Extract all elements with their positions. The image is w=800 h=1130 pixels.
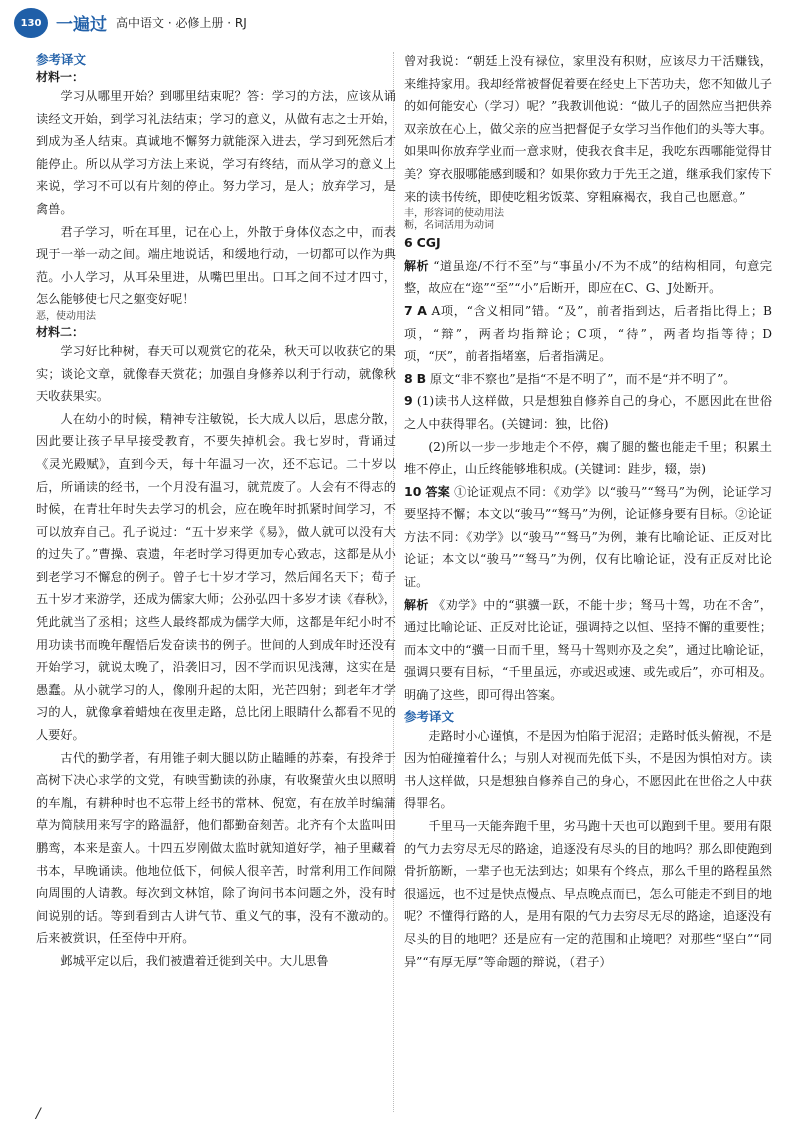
paragraph: 千里马一天能奔跑千里，劣马跑十天也可以跑到千里。要用有限的气力去穷尽无尽的路途，追逐没有尽头的目的地吗？那么即使跑到骨折筋断，一辈子也无法到达；如果有个终点，那么千里的路程虽然很遥远，也不过是快点慢点、早点晚点而已，怎么可能走不到目的地呢？不懂得行路的人，是用有限的气力去穷尽无尽的路途，追逐没有尽头的目的地吧？还是应有一定的范围和止境吧？对那些“坚白”“同异”“有厚无厚”等命题的辩说，（君子） (404, 819, 772, 969)
page-number-badge: 130 (14, 8, 48, 38)
book-subtitle: 高中语文 · 必修上册 · RJ (116, 16, 247, 30)
question-number: 6 (404, 235, 413, 251)
question-9 (404, 390, 772, 435)
section-title: 参考译文 (36, 52, 87, 67)
question-number: 8 (404, 370, 413, 386)
material-1-title: 材料一： (36, 70, 85, 84)
paragraph: 古代的勤学者，有用锥子刺大腿以防止瞌睡的苏秦，有投斧于高树下决心求学的文党，有映雪勤读的孙康，有收聚萤火虫以照明的车胤，有耕种时也不忘带上经书的常林、倪宽，有在放羊时编蒲草为简牍用来写字的路温舒，他们都勤奋刻苦。北齐有个太监叫田鹏鸾，本来是蛮人。十四五岁刚做太监时就知道好学，袖子里藏着书本，早晚诵读。他地位低下，伺候人很辛苦，时常利用工作间隙向周围的人请教。每次到文林馆，除了询问书本问题之外，没有时间说别的话。等到看到古人讲气节、重义气的事，没有不激动的。后来被赏识，任至侍中开府。 (36, 750, 396, 946)
annotation-note: 恶，使动用法 (36, 310, 96, 322)
question-6 (404, 232, 772, 255)
paragraph: 走路时小心谨慎，不是因为怕陷于泥沼；走路时低头俯视，不是因为怕碰撞着什么；与别人对视而先低下头，不是因为惧怕对方。读书人这样做，只是想独自修养自己的身心，不愿因此在世俗之人中获得罪名。 (404, 728, 772, 811)
footer-mark: / (36, 1106, 41, 1122)
annotation-note: 丰，形容词的使动用法 (404, 208, 504, 220)
question-number: 9 (404, 393, 413, 409)
explanation-label: 解析 (404, 258, 429, 273)
answer-text: ①论证观点不同：《劝学》以“骏马”“驽马”为例，论证学习要坚持不懈；本文以“骏马”“驽马”为例，论证修身要有目标。②论证方法不同：《劝学》以“骏马”“驽马”为例，兼有比喻论证、正反对比论证；本文以“骏马”“驽马”为例，仅有比喻论证，没有正反对比论证。 (404, 484, 772, 590)
answer-key: CGJ (416, 235, 441, 251)
question-10 (404, 481, 772, 594)
annotation-note: 粝，名词活用为动词 (404, 220, 494, 232)
answer-key: A (417, 302, 427, 318)
page-header (0, 0, 800, 46)
paragraph: 邺城平定以后，我们被遣着迁徙到关中。大儿思鲁 (60, 953, 329, 968)
right-column (404, 50, 772, 973)
explanation-label: 解析 (404, 597, 429, 612)
explanation-text: 原文“非不察也”是指“不是不明了”，而不是“并不明了”。 (429, 371, 736, 386)
explanation-text: “道虽迩/不行不至”与“事虽小/不为不成”的结构相同，句意完整，故应在“迩”“至”“小”后断开，即应在C、G、J处断开。 (404, 258, 772, 296)
paragraph: 人在幼小的时候，精神专注敏锐，长大成人以后，思虑分散，因此要让孩子早早接受教育，不要失掉机会。我七岁时，背诵过《灵光殿赋》，直到今天，每十年温习一次，还不忘记。二十岁以后，所诵读的经书，一个月没有温习，就荒废了。人会有不得志的时候，在青壮年时失去学习的机会，应在晚年时抓紧时间学习，不可以放弃自己。孔子说过：“五十岁来学《易》，做人就可以没有大的过失了。”曹操、袁遗，年老时学习得更加专心致志，这都是从小到老学习不懈怠的例子。曾子七十岁才学习，然后闻名天下；荀子五十岁才来游学，还成为儒家大师；公孙弘四十多岁才读《春秋》，凭此就当了丞相；这些人最终都成为儒学大师，这都是年纪小时不用功读书而晚年醒悟后发奋读书的例子。世间的人到成年时还没有开始学习，就说太晚了，沿袭旧习，因不学而识见浅薄，这实在是愚蠢。从小就学习的人，像刚升起的太阳，光芒四射；到老年才学习的人，就像拿着蜡烛在夜里走路，总比闭上眼睛什么都看不见的人要好。 (36, 411, 396, 743)
paragraph: 君子学习，听在耳里，记在心上，外散于身体仪态之中，而表现于一举一动之间。端庄地说话，和缓地行动，一切都可以作为典范。小人学习，从耳朵里进，从嘴巴里出。口耳之间不过才四寸，怎么能够使七尺之躯变好呢！ (36, 224, 396, 307)
answer-part-1: (1)读书人这样做，只是想独自修养自己的身心，不愿因此在世俗之人中获得罪名。(关键词：独，比俗) (404, 394, 773, 431)
paragraph: 学习好比种树，春天可以观赏它的花朵，秋天可以收获它的果实；谈论文章，就像春天赏花；加强自身修养以利于行动，就像秋天收获果实。 (36, 343, 396, 404)
paragraph: 学习从哪里开始？到哪里结束呢？答：学习的方法，应该从诵读经文开始，到学习礼法结束；学习的意义，从做有志之士开始，到成为圣人结束。真诚地不懈努力就能深入进去，学习到死然后才能停止。所以从学习方法上来说，学习有终结，而从学习的意义上来说，学习不可以有片刻的停止。努力学习，是人；放弃学习，是禽兽。 (36, 89, 396, 216)
section-title: 参考译文 (404, 708, 455, 724)
question-number: 10 (404, 483, 422, 499)
question-6-explanation (404, 255, 772, 300)
brand-logo: 一遍过 (56, 15, 107, 35)
answer-part-2: (2)所以一步一步地走个不停，瘸了腿的鳖也能走千里；积累土堆不停止，山丘终能够堆积成。(关键词：跬步，辍，崇) (404, 439, 772, 477)
question-8 (404, 368, 772, 391)
answer-label: 答案 (425, 484, 451, 499)
question-10-explanation (404, 594, 772, 707)
explanation-text: 《劝学》中的“骐骥一跃，不能十步；驽马十驾，功在不舍”，通过比喻论证、正反对比论证，强调持之以恒、坚持不懈的重要性；而本文中的“骥一日而千里，驽马十驾则亦及之矣”，通过比喻论证，强调只要有目标，“千里虽远，亦或迟或速、或先或后”，亦可相及。明确了这些，即可得出答案。 (404, 597, 772, 703)
paragraph: 曾对我说：“朝廷上没有禄位，家里没有积财，应该尽力干活赚钱，来维持家用。我却经常被督促着要在经史上下苦功夫，您不知做儿子的如何能安心（学习）呢？”我教训他说：“做儿子的固然应当把供养双亲放在心上，做父亲的应当把督促子女学习当作他们的头等大事。如果叫你放弃学业而一意求财，使我衣食丰足，我吃东西哪能觉得甘美？穿衣服哪能感到暖和？如果你致力于先王之道，继承我们家传下来的读书传统，即使吃粗劣饭菜、穿粗麻褐衣，我自己也愿意。” (404, 54, 772, 204)
question-7 (404, 300, 772, 368)
material-2-title: 材料二： (36, 324, 85, 339)
answer-key: B (416, 370, 427, 386)
question-number: 7 (404, 302, 413, 318)
left-column (36, 50, 396, 973)
explanation-text: A项，“含义相同”错。“及”，前者指到达，后者指比得上；B项，“辩”，两者均指辩论；C项，“待”，两者均指等待；D项，“厌”，前者指堵塞，后者指满足。 (404, 303, 773, 364)
